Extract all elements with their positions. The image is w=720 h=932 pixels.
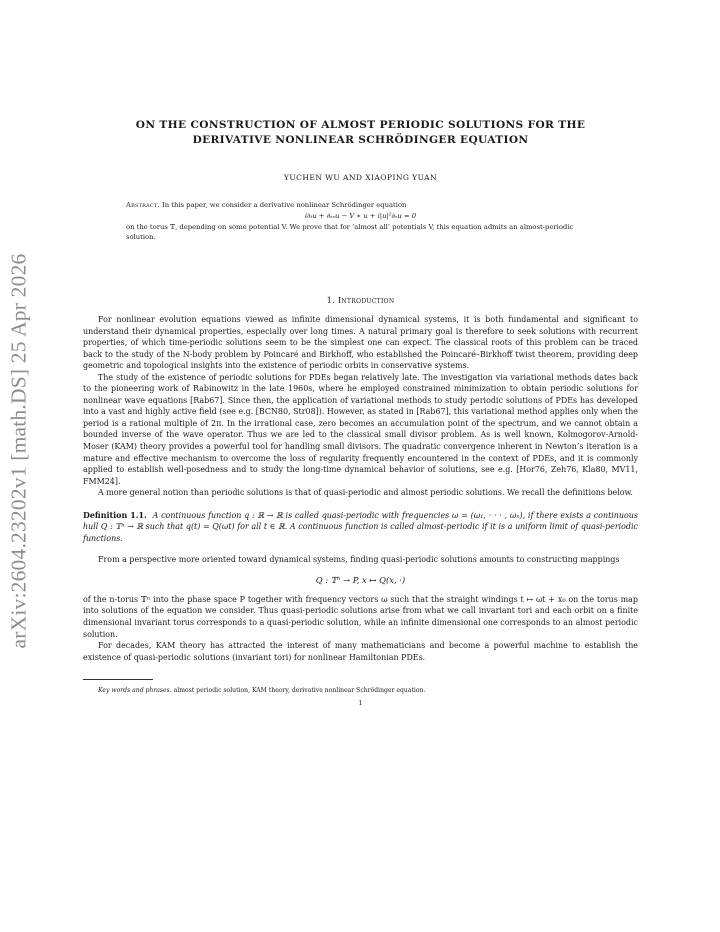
- abstract-intro: [126, 200, 595, 210]
- page-number: 1: [358, 699, 363, 708]
- definition-text: A continuous function q : ℝ → ℝ is called quasi-periodic with frequencies ω = (ω₁, · · · , ωₙ), if there exists a continuous hull Q : 𝕋ⁿ → ℝ such that q(t) = Q(ωt) for all t ∈ ℝ. A continuous function is called almost-periodic if it is a uniform limit of quasi-periodic functions.: [83, 510, 638, 543]
- footnote-text: almost periodic solution, KAM theory, derivative nonlinear Schrödinger equation.: [173, 687, 426, 695]
- section-heading: [83, 294, 638, 306]
- footnote: [83, 686, 638, 695]
- paragraph-after-equation: of the n-torus 𝕋ⁿ into the phase space P together with frequency vectors ω such that the straight windings t ↦ ωt + x₀ on the torus map into solutions of the equation we consider. Thus quasi-periodic solutions arise from what we call invariant tori and each orbit on a finite dimensional invariant torus corresponds to a quasi-periodic solution, while an infinite dimensional one corresponds to an almost periodic solution.: [83, 594, 638, 639]
- page-content: [83, 118, 638, 707]
- footnote-rule: [83, 679, 153, 680]
- paper-title: [83, 118, 638, 148]
- paragraph-before-equation: From a perspective more oriented toward dynamical systems, finding quasi-periodic solutions amounts to constructing mappings: [98, 555, 620, 565]
- paragraph-3: A more general notion than periodic solutions is that of quasi-periodic and almost periodic solutions. We recall the definitions below.: [98, 488, 633, 498]
- arxiv-side-stamp: [4, 246, 34, 656]
- abstract-text-2: on the torus 𝕋, depending on some potential V. We prove that for ‘almost all’ potentials V, this equation admits an almost-periodic solution.: [126, 223, 574, 241]
- paragraph-1: For nonlinear evolution equations viewed as infinite dimensional dynamical systems, it is both fundamental and significant to understand their dynamical properties, especially over long times. A natural primary goal is therefore to seek solutions with recurrent properties, of which time-periodic solutions seem to be the simplest one can expect. The classical roots of this problem can be traced back to the study of the N-body problem by Poincaré and Birkhoff, who established the Poincaré–Birkhoff twist theorem, providing deep geometric and topological insights into the existence of periodic orbits in conservative systems.: [83, 315, 638, 371]
- abstract-label: Abstract.: [126, 201, 160, 209]
- section-title: Introduction: [337, 295, 395, 305]
- definition-1-1: [83, 510, 638, 545]
- display-equation: Q : 𝕋ⁿ → P, x ↦ Q(x, ·): [315, 574, 406, 585]
- section-number: 1.: [326, 295, 335, 305]
- title-line-2: DERIVATIVE NONLINEAR SCHRÖDINGER EQUATION: [192, 134, 529, 146]
- definition-label: Definition 1.1.: [83, 510, 147, 520]
- footnote-label: Key words and phrases.: [98, 687, 172, 695]
- abstract-text-1: In this paper, we consider a derivative nonlinear Schrödinger equation: [162, 201, 407, 209]
- arxiv-identifier: arXiv:2604.23202v1 [math.DS] 25 Apr 2026: [6, 253, 31, 649]
- paragraph-last: For decades, KAM theory has attracted the interest of many mathematicians and become a powerful machine to establish the existence of quasi-periodic solutions (invariant tori) for nonlinear Hamiltonian PDEs.: [83, 641, 638, 662]
- title-line-1: ON THE CONSTRUCTION OF ALMOST PERIODIC SOLUTIONS FOR THE: [135, 119, 586, 131]
- abstract-equation: i∂ₜu + ∂ₓₓu − V ∗ u + i|u|²∂ₓu = 0: [304, 212, 417, 220]
- paragraph-2: The study of the existence of periodic solutions for PDEs began relatively late. The investigation via variational methods dates back to the pioneering work of Rabinowitz in the late 1960s, where he employed constrained minimization to obtain periodic solutions for nonlinear wave equations [Rab67]. Since then, the application of variational methods to study periodic solutions of PDEs has developed into a vast and highly active field (see e.g. [BCN80, Str08]). However, as stated in [Rab67], this variational method applies only when the period is a rational multiple of 2π. In the irrational case, zero becomes an accumulation point of the spectrum, and we cannot obtain a bounded inverse of the wave operator. Thus we are led to the classical small divisor problem. As is well known, Kolmogorov-Arnold-Moser (KAM) theory provides a powerful tool for handling small divisors. The quadratic convergence inherent in Newton’s iteration is a mature and effective mechanism to overcome the loss of regularity frequently encountered in the context of PDEs, and it is commonly applied to establish well-posedness and to study the long-time dynamical behavior of solutions, see e.g. [Hor76, Zeh76, Kla80, MV11, FMM24].: [83, 372, 638, 486]
- paper-authors: YUCHEN WU AND XIAOPING YUAN: [283, 173, 438, 182]
- abstract: [126, 200, 595, 242]
